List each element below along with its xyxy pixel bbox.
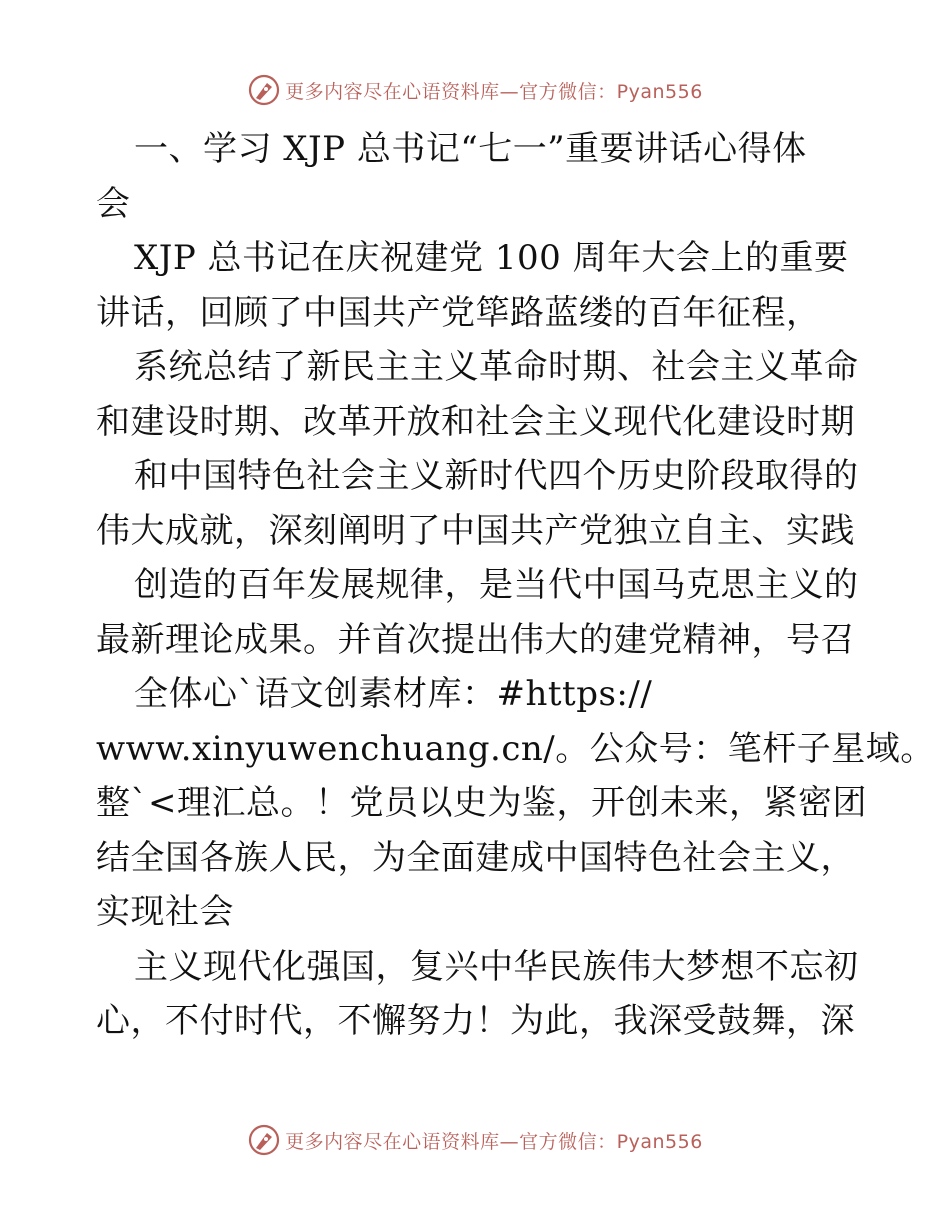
pen-nib-icon [247, 1123, 281, 1157]
watermark-text: 更多内容尽在心语资料库—官方微信：Pyan556 [285, 80, 703, 103]
footer-watermark-banner [0, 1120, 950, 1160]
paragraph-line: 全体心`语文创素材库：#https:// [134, 674, 653, 714]
paragraph-line: 最新理论成果。并首次提出伟大的建党精神，号召 [96, 619, 855, 660]
paragraph-line: 讲话，回顾了中国共产党筚路蓝缕的百年征程， [96, 292, 821, 333]
paragraph-line: 系统总结了新民主主义革命时期、社会主义革命 [134, 347, 859, 387]
paragraph-line: 心，不付时代，不懈努力！为此，我深受鼓舞，深 [96, 1001, 855, 1041]
document-body [96, 122, 935, 1049]
paragraph-line: 创造的百年发展规律，是当代中国马克思主义的 [134, 565, 859, 605]
watermark-text: 更多内容尽在心语资料库—官方微信：Pyan556 [285, 1130, 703, 1153]
paragraph-line: 整`<理汇总。！党员以史为鉴，开创未来，紧密团 [96, 783, 867, 823]
paragraph-line: 结全国各族人民，为全面建成中国特色社会主义， [96, 837, 855, 878]
pen-nib-icon [247, 73, 281, 107]
paragraph-line: 实现社会 [96, 892, 234, 932]
paragraph-line: XJP 总书记在庆祝建党 100 周年大会上的重要 [134, 238, 849, 278]
paragraph-line: 伟大成就，深刻阐明了中国共产党独立自主、实践 [96, 510, 855, 551]
header-watermark-banner [0, 70, 950, 110]
paragraph-line: 主义现代化强国，复兴中华民族伟大梦想不忘初 [134, 946, 859, 987]
heading-line: 一、学习 XJP 总书记“七一”重要讲话心得体 [134, 129, 807, 169]
paragraph-line: 和中国特色社会主义新时代四个历史阶段取得的 [134, 456, 859, 496]
paragraph-line: 和建设时期、改革开放和社会主义现代化建设时期 [96, 401, 855, 442]
heading-line: 会 [96, 183, 131, 224]
paragraph-line: www.xinyuwenchuang.cn/。公众号：笔杆子星域。 [96, 728, 935, 769]
